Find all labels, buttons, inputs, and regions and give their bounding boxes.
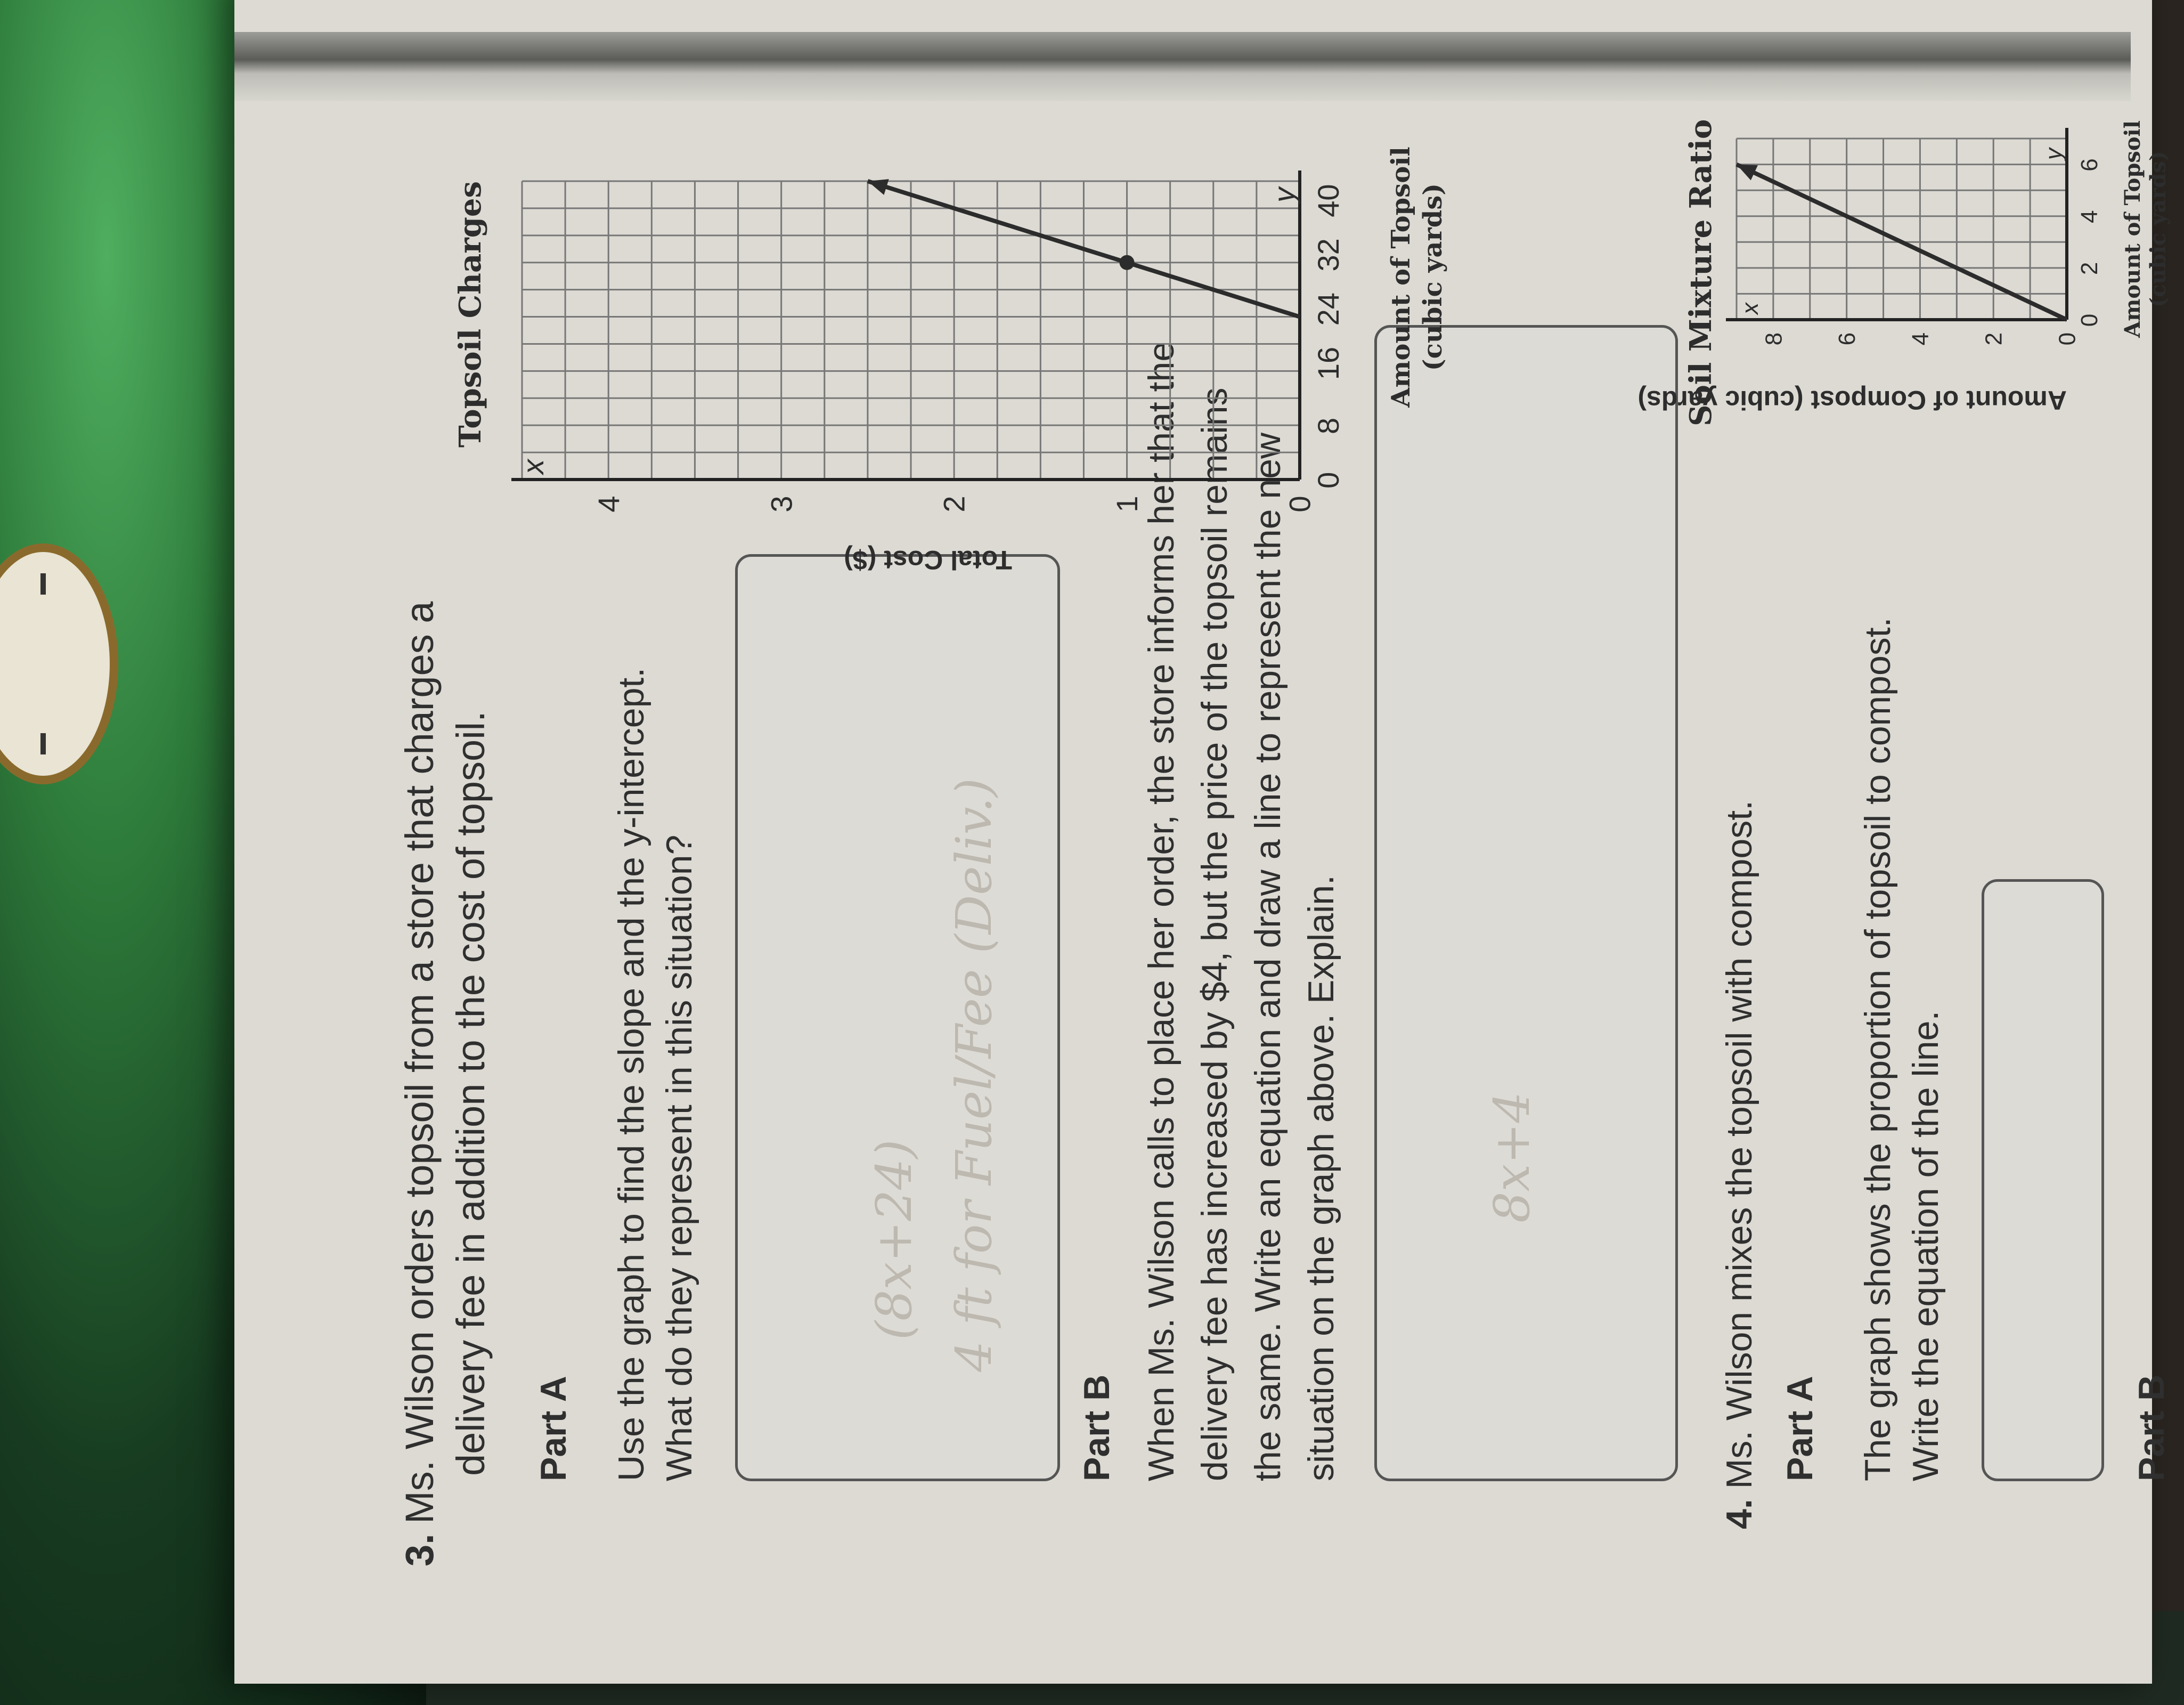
problem-3-line-2: delivery fee in addition to the cost of topsoil. (449, 711, 493, 1476)
handwritten-answer-a-2: 4 ft for Fuel/Fee (Deliv.) (946, 778, 1003, 1372)
problem-4-title: Ms. Wilson mixes the topsoil with compost. (1719, 800, 1759, 1489)
y-tick-label: 6 (2076, 158, 2103, 172)
chart-2-x-label: Amount of Topsoil (cubic yards) (2120, 120, 2171, 338)
y-tick-label: 0 (1311, 472, 1345, 489)
chart-1-y-label: Total Cost ($) (844, 545, 1012, 575)
y-axis-letter: y (1267, 188, 1301, 202)
y-tick-label: 32 (1311, 238, 1345, 272)
part-b-line-4: situation on the graph above. Explain. (1301, 875, 1341, 1481)
problem-4-part-a-answer-box[interactable] (1982, 879, 2104, 1481)
y-tick-label: 0 (2076, 313, 2103, 327)
problem-3-prompt (394, 512, 496, 1566)
y-tick-label: 16 (1311, 346, 1345, 380)
x-tick-label: 4 (1907, 332, 1934, 346)
problem-3-line-1: Ms. Wilson orders topsoil from a store that charges a (397, 601, 442, 1524)
book-binding (234, 32, 2131, 101)
problem-3-number: 3. (397, 1533, 442, 1566)
handwritten-answer-b: 8x+4 (1484, 1091, 1541, 1223)
handwritten-answer-a-1: (8x+24) (866, 1139, 923, 1340)
x-tick-label: 0 (2054, 332, 2081, 346)
part-b-line-1: When Ms. Wilson calls to place her order, the store informs her that the (1141, 341, 1181, 1481)
clock-tick (40, 733, 46, 754)
chart-1-x-label: Amount of Topsoil (cubic yards) (1386, 147, 1448, 408)
topsoil-charges-chart (490, 117, 1385, 543)
x-tick-label: 8 (1761, 332, 1787, 346)
problem-4-part-a-question (1854, 469, 1950, 1481)
y-axis-letter: y (2041, 148, 2067, 160)
chart-2-y-label: Amount of Compost (cubic yards) (1637, 385, 2067, 415)
problem-4-prompt (1715, 517, 1763, 1529)
worksheet-content (373, 107, 2172, 1588)
y-tick-label: 2 (2076, 262, 2103, 275)
y-tick-label: 40 (1311, 184, 1345, 217)
x-axis-letter: x (1737, 303, 1763, 314)
problem-4-part-b-label: Part B (2131, 1374, 2172, 1481)
problem-4-a-line-2: Write the equation of the line. (1905, 1010, 1946, 1481)
x-axis-letter: x (516, 459, 550, 474)
x-tick-label: 0 (1283, 496, 1317, 513)
problem-3-part-b-label: Part B (1077, 1374, 1117, 1481)
part-a-question-line-2: What do they represent in this situation? (659, 834, 699, 1481)
problem-3-part-a-answer-box[interactable] (735, 554, 1060, 1481)
problem-4-a-line-1: The graph shows the proportion of topsoil to compost. (1857, 617, 1898, 1481)
x-tick-label: 2 (937, 496, 971, 513)
part-a-question-line-1: Use the graph to find the slope and the y-intercept. (611, 667, 651, 1481)
problem-4-number: 4. (1719, 1499, 1759, 1529)
y-tick-label: 4 (2076, 210, 2103, 223)
chart-1-title: Topsoil Charges (453, 181, 488, 448)
problem-3-part-b-answer-box[interactable] (1374, 325, 1678, 1481)
x-tick-label: 1 (1110, 496, 1144, 513)
y-tick-label: 8 (1311, 417, 1345, 434)
x-tick-label: 6 (1834, 332, 1861, 346)
y-tick-label: 24 (1311, 293, 1345, 326)
problem-4-part-a-label: Part A (1780, 1376, 1820, 1481)
x-tick-label: 2 (1981, 332, 2007, 346)
line-arrowhead (868, 179, 889, 195)
problem-3-part-a-label: Part A (533, 1376, 574, 1481)
soil-mixture-chart (1715, 117, 2120, 362)
part-b-line-3: the same. Write an equation and draw a line to represent the new (1248, 432, 1288, 1481)
part-b-line-2: delivery fee has increased by $4, but the price of the topsoil remains (1194, 387, 1235, 1481)
data-point (1120, 255, 1135, 270)
clock-tick (40, 573, 46, 595)
chart-2-title: Soil Mixture Ratio (1683, 119, 1718, 426)
x-tick-label: 3 (764, 496, 798, 513)
x-tick-label: 4 (591, 496, 625, 513)
